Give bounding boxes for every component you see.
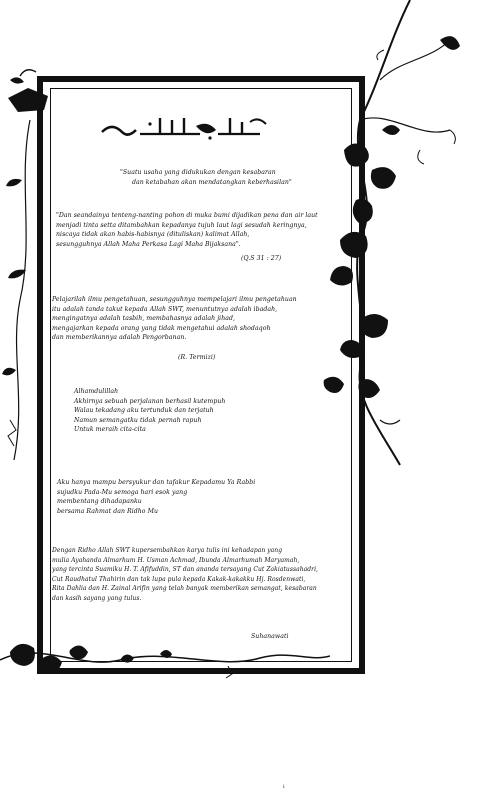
dedication-block	[52, 546, 318, 604]
dedication-line: Dengan Ridho Allah SWT kupersembahkan karya tulis ini kehadapan yang	[52, 547, 283, 554]
page-number: i	[283, 784, 285, 790]
quran-line: menjadi tinta setta ditambahkan kepadanya tujuh laut lagi sesudah keringnya,	[56, 221, 307, 229]
dedication-line: mulia Ayahanda Almarhum H. Usman Achmad, Ibunda Almarhumah Maryamah,	[52, 556, 300, 564]
gratitude-poem	[74, 387, 225, 435]
quran-reference: (Q.S 31 : 27)	[241, 255, 282, 262]
dedication-line: dan kasih sayang yang tulus.	[52, 594, 142, 602]
hadith-line: mengajarkan kepada orang yang tidak mengetahui adalah shodaqoh	[52, 324, 271, 332]
prayer-line: membentang dihadapanku	[57, 498, 142, 506]
hadith-line: itu adalah tanda takut kepada Allah SWT, menuntutnya adalah ibadah,	[52, 305, 278, 313]
quran-verse-block	[56, 211, 318, 249]
prayer-line: Aku hanya mampu bersyukur dan tafakur Kepadamu Ya Rabbi	[57, 479, 256, 486]
dedication-line: Rita Dahlia dan H. Zainal Arifin yang telah banyak memberikan semangat, kesabaran	[52, 585, 317, 593]
gratitude-line: Alhamdulillah	[74, 388, 119, 395]
quote-line: dan ketabahan akan mendatangkan keberhasilan"	[132, 178, 292, 186]
arabic-calligraphy-icon	[100, 112, 270, 142]
gratitude-line: Untuk meraih cita-cita	[74, 426, 146, 434]
hadith-line: mengingatnya adalah tasbih, membahasnya adalah jihad,	[52, 315, 236, 323]
gratitude-line: Walau tekadang aku tertunduk dan terjatuh	[74, 407, 214, 415]
left-vine-icon	[0, 120, 40, 460]
hadith-line: Pelajarilah ilmu pengetahuan, sesungguhnya mempelajari ilmu pengetahuan	[52, 296, 297, 303]
quran-line: "Dan seandainya tenteng-nanting pohon di muka bumi dijadikan pena dan air laut	[56, 212, 318, 219]
quran-line: niscaya tidak akan habis-habisnya (dituliskan) kalimat Allah,	[56, 231, 250, 239]
quran-line: sesungguhnya Allah Maha Perkasa Lagi Maha Bijaksana".	[56, 240, 241, 248]
dedication-line: Cut Raudhatul Thahirin dan tak lupa pula kepada Kakak-kakakku Hj. Rosdenwati,	[52, 575, 306, 583]
signature: Suhanawati	[251, 633, 289, 640]
prayer-block	[57, 478, 255, 516]
quote-line: "Suatu usaha yang didukukan dengan kesabaran	[120, 169, 276, 176]
gratitude-line: Akhirnya sebuah perjalanan berhasil kutempuh	[74, 397, 226, 405]
right-ivy-vine-icon	[320, 0, 502, 470]
gratitude-line: Namun semangatku tidak pernah rapuh	[74, 416, 202, 424]
corner-ornament-icon	[0, 40, 60, 120]
hadith-reference: (R. Termizi)	[178, 354, 216, 361]
hadith-line: dan memberikannya adalah Pengorbanan.	[52, 334, 187, 342]
prayer-line: sujudku Pada-Mu semoga hari esok yang	[57, 488, 188, 496]
dedication-line: yang tercinta Suamiku H. T. Afifuddin, ST dan ananda tersayang Cut Zakiatussahadri,	[52, 566, 318, 574]
quote-block	[120, 168, 292, 187]
prayer-line: bersama Rahmat dan Ridho Mu	[57, 507, 158, 515]
hadith-block	[52, 295, 297, 343]
